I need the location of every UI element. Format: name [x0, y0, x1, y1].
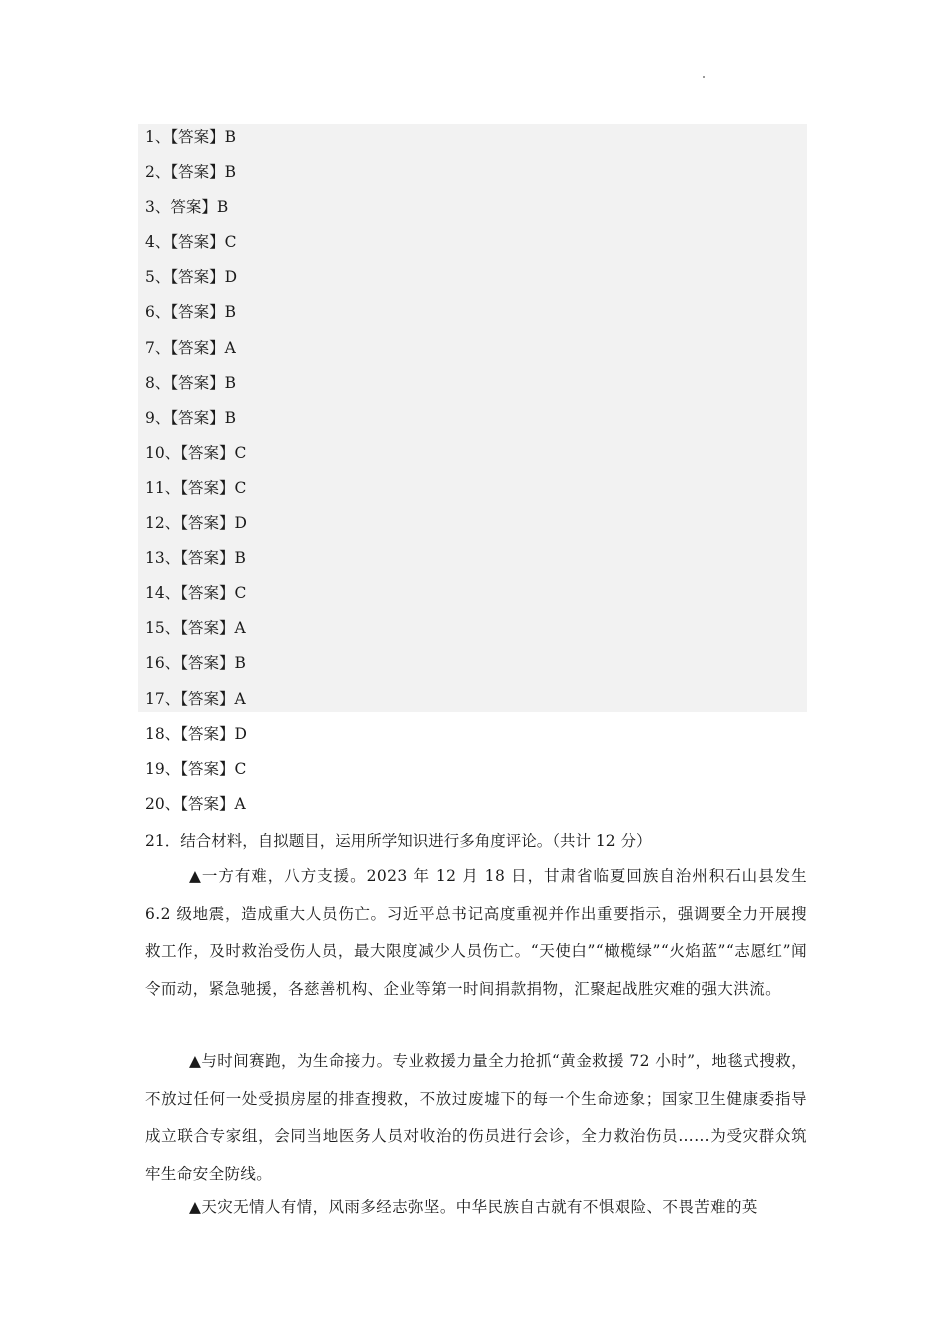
- answer-item: 11、【答案】C: [145, 478, 247, 497]
- answer-item: 10、【答案】C: [145, 443, 247, 462]
- material-paragraph-1: ▲一方有难，八方支援。2023 年 12 月 18 日，甘肃省临夏回族自治州积石山县发生 6.2 级地震，造成重大人员伤亡。习近平总书记高度重视并作出重要指示，强调要全力开展搜救工作，及时救治受伤人员，最大限度减少人员伤亡。“天使白”“橄榄绿”“火焰蓝”“志愿红”闻令而动，紧急驰援，各慈善机构、企业等第一时间捐款捐物，汇聚起战胜灾难的强大洪流。: [145, 867, 807, 998]
- material-paragraph-3: ▲天灾无情人有情，风雨多经志弥坚。中华民族自古就有不惧艰险、不畏苦难的英: [189, 1198, 758, 1216]
- answer-item: 12、【答案】D: [145, 514, 247, 533]
- answer-item: 2、【答案】B: [145, 163, 237, 182]
- answer-item: 6、【答案】B: [145, 303, 237, 322]
- answer-item: 7、【答案】A: [145, 338, 236, 357]
- answer-item: 1、【答案】B: [145, 128, 237, 146]
- answer-item: 8、【答案】B: [145, 373, 237, 392]
- answer-item: 19、【答案】C: [145, 759, 247, 778]
- answer-item: 16、【答案】B: [145, 654, 246, 673]
- question-21-prompt: 21．结合材料，自拟题目，运用所学知识进行多角度评论。（共计 12 分）: [145, 832, 652, 850]
- answer-item: 14、【答案】C: [145, 584, 247, 603]
- material-paragraph-2: ▲与时间赛跑，为生命接力。专业救援力量全力抢抓“黄金救援 72 小时”，地毯式搜救，不放过任何一处受损房屋的排查搜救，不放过废墟下的每一个生命迹象；国家卫生健康委指导成立联合专家组，会同当地医务人员对收治的伤员进行会诊，全力救治伤员……为受灾群众筑牢生命安全防线。: [145, 1052, 807, 1183]
- answer-list: [145, 122, 805, 824]
- answer-item: 13、【答案】B: [145, 549, 246, 568]
- answer-item: 5、【答案】D: [145, 268, 238, 287]
- answer-item: 9、【答案】B: [145, 408, 237, 427]
- answer-item: 4、【答案】C: [145, 233, 237, 252]
- answer-item: 3、答案】B: [145, 198, 229, 217]
- answer-item: 20、【答案】A: [145, 794, 246, 813]
- answer-item: 18、【答案】D: [145, 724, 247, 743]
- answer-item: 15、【答案】A: [145, 619, 246, 638]
- answer-item: 17、【答案】A: [145, 689, 246, 708]
- header-dot-mark: [703, 76, 705, 78]
